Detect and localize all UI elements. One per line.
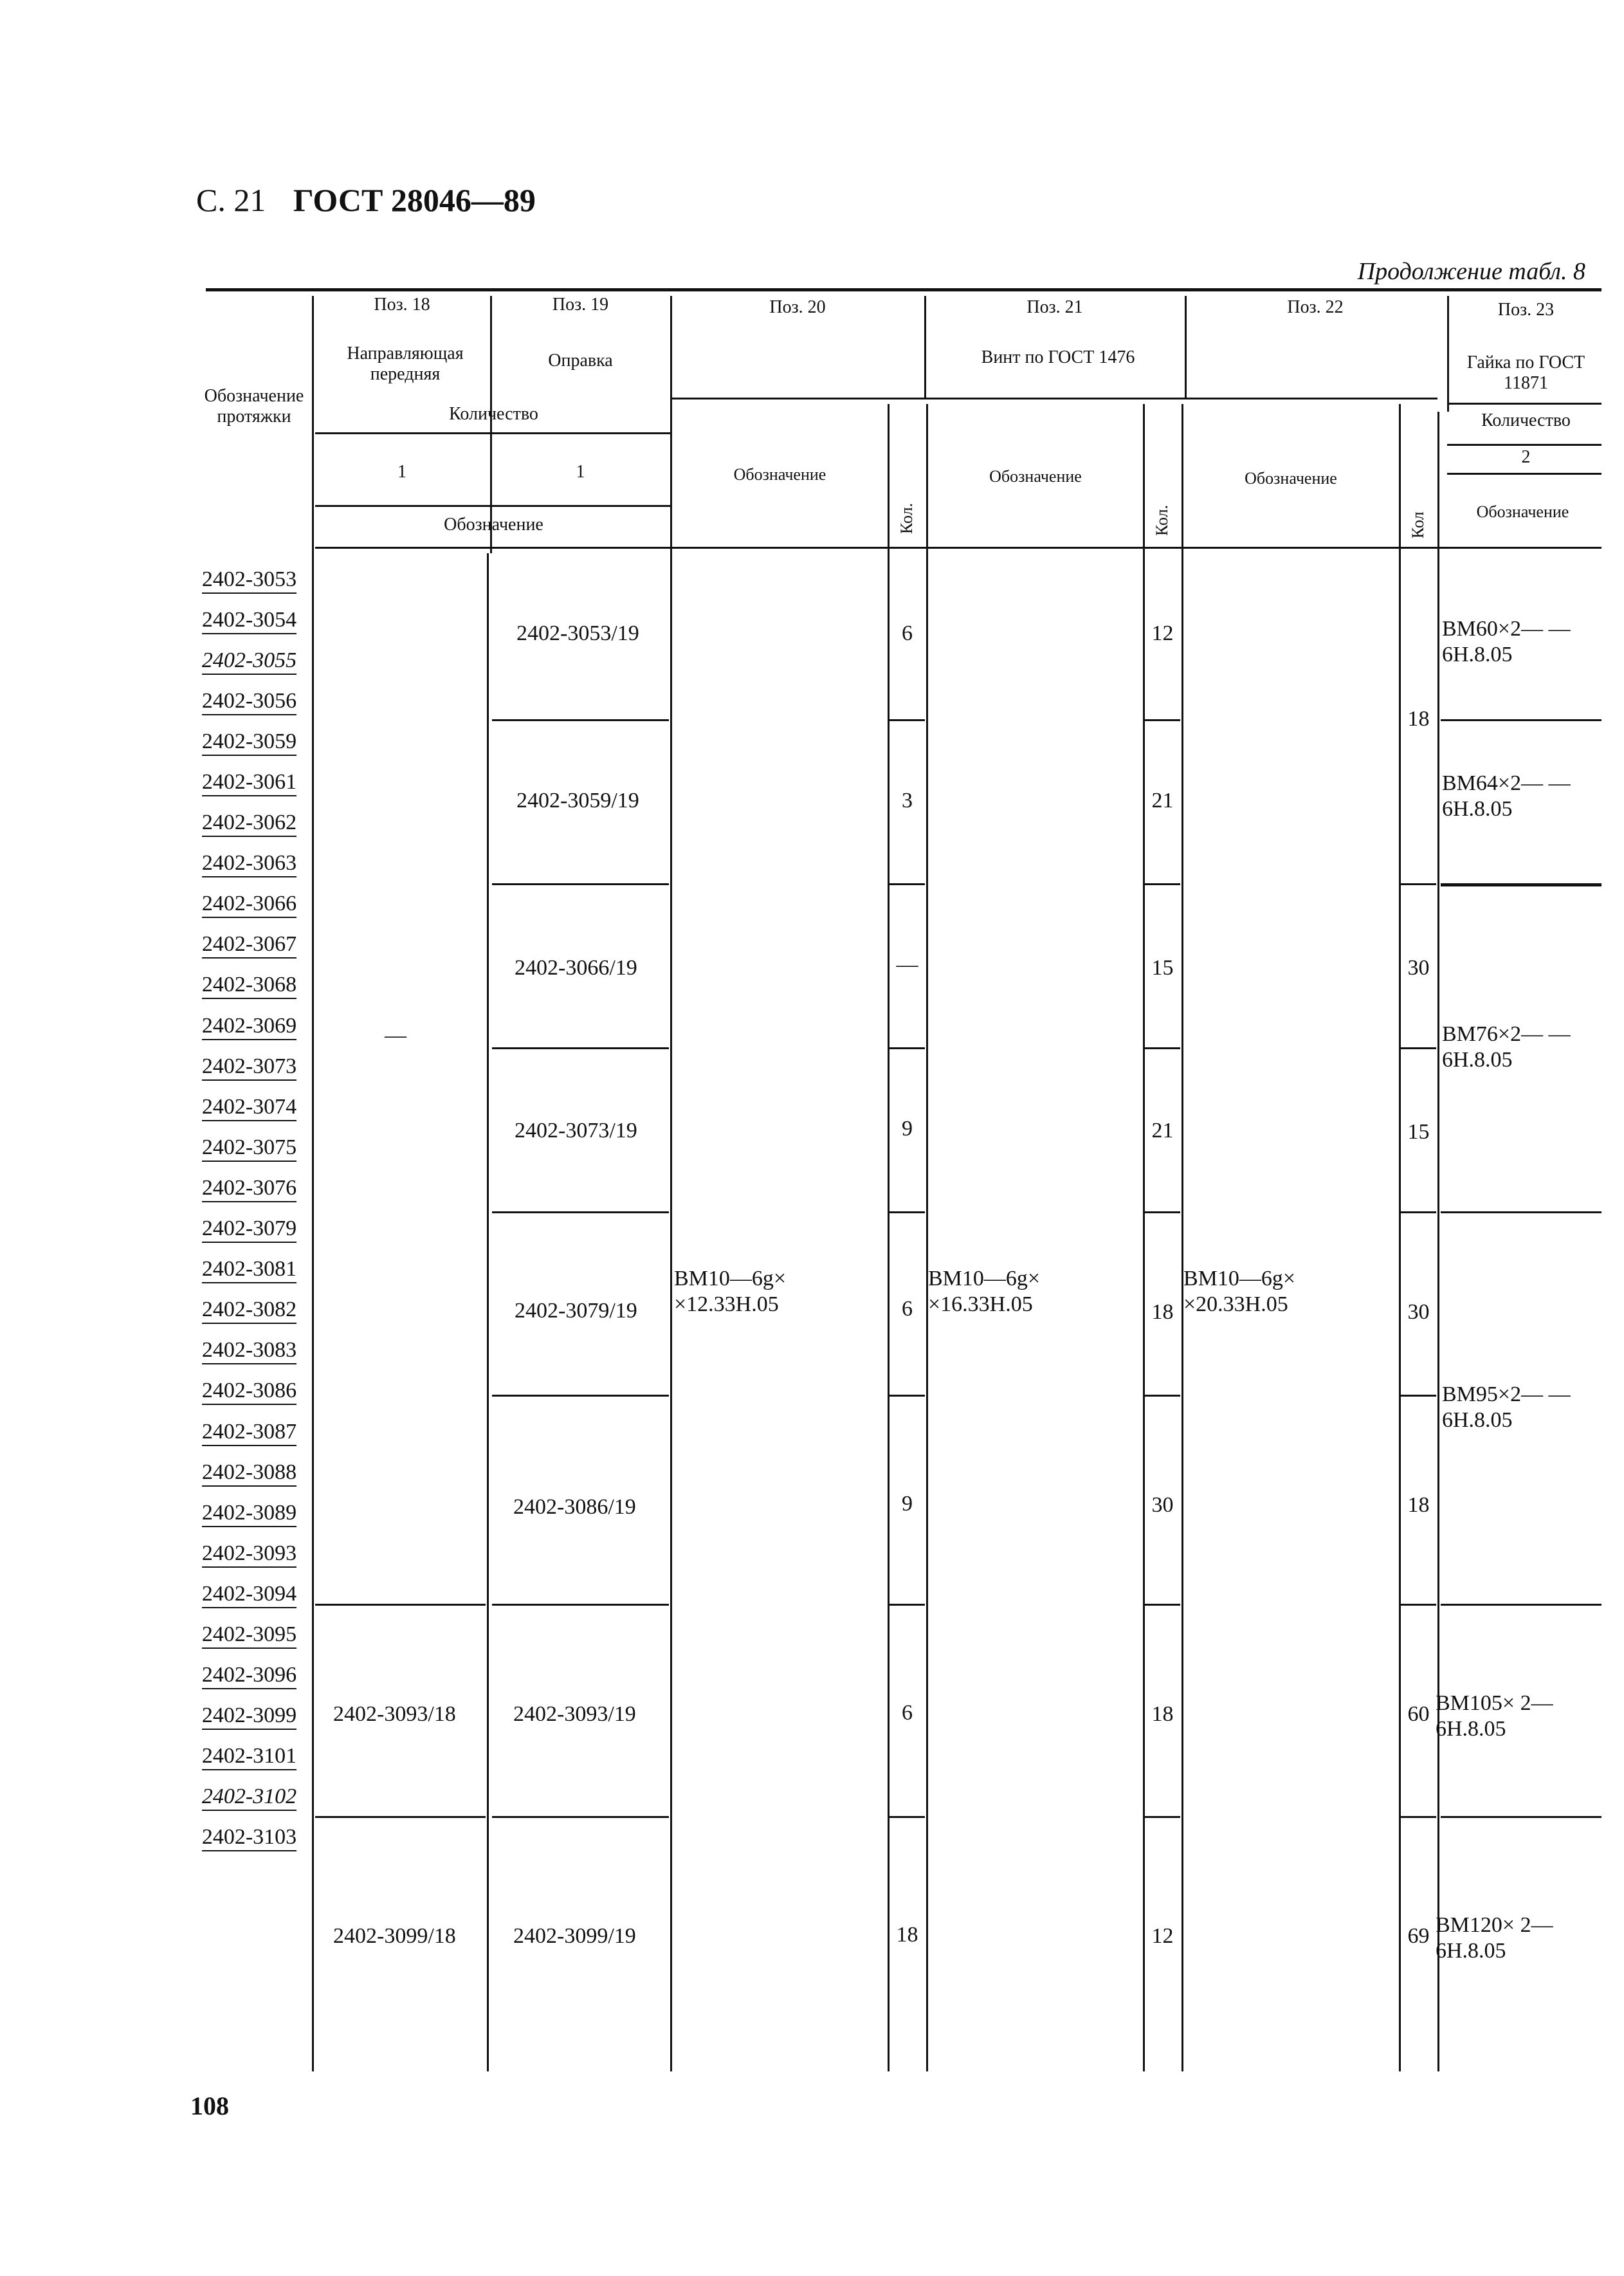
pos23-nut: ВМ105× 2—6Н.8.05 [1436,1691,1553,1741]
designation-value: 2402-3093 [202,1541,297,1568]
pos22-qty: 15 [1407,1120,1430,1144]
designation-value: 2402-3063 [202,850,297,877]
header-qty19: 1 [576,462,585,482]
pos20-qty: 6 [902,1701,913,1725]
designation-value: 2402-3086 [202,1378,297,1405]
designation-row [193,1493,306,1534]
header-qty23: 2 [1521,447,1531,467]
designation-row [193,1696,306,1737]
designation-row [193,1290,306,1331]
designation-value: 2402-3067 [202,932,297,959]
designation-value: 2402-3088 [202,1460,297,1487]
designation-row [193,1412,306,1453]
designation-value: 2402-3069 [202,1013,297,1040]
designation-row [193,966,306,1006]
pos18-guide-2: 2402-3099/18 [333,1924,456,1948]
pos23-nut: ВМ60×2— —6Н.8.05 [1442,617,1571,666]
designation-row [193,1128,306,1168]
designation-row [193,681,306,722]
designation-value: 2402-3083 [202,1337,297,1364]
designation-row [193,1615,306,1655]
pos21-designation: ВМ10—6g× ×16.33Н.05 [928,1267,1041,1316]
pos20-qty: 18 [896,1923,918,1947]
header-designation-20: Обозначение [733,465,826,484]
pos23-nut: ВМ64×2— —6Н.8.05 [1442,771,1571,821]
designation-value: 2402-3061 [202,769,297,796]
pos19-cell: 2402-3099/19 [513,1924,636,1948]
pos19-cell: 2402-3079/19 [515,1299,637,1323]
pos22-designation: ВМ10—6g× ×20.33Н.05 [1183,1267,1296,1316]
designation-value: 2402-3089 [202,1500,297,1527]
designation-value: 2402-3068 [202,972,297,999]
designation-row [193,1656,306,1696]
page-header [196,181,536,219]
designation-row [193,1168,306,1209]
pos21-qty: 21 [1151,789,1174,812]
designation-value: 2402-3075 [202,1135,297,1162]
designation-value: 2402-3082 [202,1297,297,1324]
designation-row [193,1453,306,1493]
designation-row [193,925,306,966]
header-quantity: Количество [449,404,538,424]
pos21-qty: 12 [1151,621,1174,645]
header-designation-21: Обозначение [989,467,1082,486]
designation-row [193,1574,306,1615]
designation-row [193,600,306,641]
pos21-qty: 18 [1151,1702,1174,1726]
header-qty-20: Кол. [897,502,916,534]
header-qty-22: Кол [1409,511,1427,538]
designation-row [193,1777,306,1818]
designation-value: 2402-3053 [202,567,297,594]
designation-row [193,722,306,762]
header-pos20: Поз. 20 [769,297,826,317]
designation-value: 2402-3073 [202,1054,297,1081]
designation-value: 2402-3095 [202,1622,297,1649]
header-designation: Обозначение протяжки [204,386,304,427]
pos20-qty: 6 [902,1297,913,1321]
pos23-nut: ВМ95×2— —6Н.8.05 [1442,1382,1571,1432]
designation-value: 2402-3062 [202,810,297,837]
designation-row [193,803,306,844]
pos18-dash: — [385,1023,406,1047]
designation-row [193,1209,306,1250]
header-designation-23: Обозначение [1476,502,1569,521]
header-quantity-23: Количество [1481,410,1571,430]
pos23-nut: ВМ120× 2—6Н.8.05 [1436,1913,1553,1963]
pos20-qty: — [896,953,918,977]
designation-row [193,1331,306,1372]
header-pos21: Поз. 21 [1026,297,1083,317]
designation-row [193,762,306,803]
designation-value: 2402-3066 [202,891,297,918]
designation-value: 2402-3079 [202,1216,297,1243]
pos21-qty: 30 [1151,1493,1174,1517]
designation-row [193,1818,306,1858]
pos20-qty: 3 [902,789,913,812]
pos21-qty: 15 [1151,956,1174,980]
designation-value: 2402-3096 [202,1662,297,1689]
designation-value: 2402-3056 [202,688,297,715]
pos20-qty: 9 [902,1492,913,1516]
standard-number: ГОСТ 28046—89 [293,182,536,218]
pos19-cell: 2402-3059/19 [516,789,639,812]
header-pos18: Поз. 18 [374,295,430,315]
designation-value: 2402-3087 [202,1419,297,1446]
header-pos23: Поз. 23 [1497,300,1555,320]
designation-row [193,1372,306,1412]
pos19-cell: 2402-3053/19 [516,621,639,645]
designation-value: 2402-3099 [202,1703,297,1730]
designation-row [193,1737,306,1777]
header-pos19: Поз. 19 [552,295,609,315]
designation-row [193,1047,306,1087]
header-pos22: Поз. 22 [1287,297,1344,317]
designation-value: 2402-3094 [202,1581,297,1608]
pos22-qty: 18 [1407,707,1430,731]
designation-row [193,885,306,925]
designation-value: 2402-3076 [202,1175,297,1202]
pos23-nut: ВМ76×2— —6Н.8.05 [1442,1022,1571,1072]
designation-row [193,1006,306,1047]
pos22-qty: 30 [1407,1300,1430,1324]
pos18-guide-1: 2402-3093/18 [333,1702,456,1726]
designation-value: 2402-3081 [202,1256,297,1283]
table-continuation: Продолжение табл. 8 [1357,258,1585,285]
designation-row [193,1250,306,1290]
pos19-cell: 2402-3093/19 [513,1702,636,1726]
designation-value: 2402-3074 [202,1094,297,1121]
header-qty18: 1 [397,462,406,482]
pos21-qty: 21 [1151,1119,1174,1143]
header-screw: Винт по ГОСТ 1476 [981,347,1135,367]
pos19-cell: 2402-3073/19 [515,1119,637,1143]
pos22-qty: 69 [1407,1924,1430,1948]
designation-value: 2402-3059 [202,729,297,756]
header-nut: Гайка по ГОСТ 11871 [1466,353,1585,393]
page-label: С. 21 [196,182,266,218]
designation-row [193,641,306,681]
pos22-qty: 30 [1407,956,1430,980]
designation-value: 2402-3103 [202,1824,297,1851]
designation-list [193,560,306,1858]
pos19-cell: 2402-3066/19 [515,956,637,980]
header-designation-18-19: Обозначение [444,515,543,535]
pos20-designation: ВМ10—6g× ×12.33Н.05 [674,1267,787,1316]
header-guide-front: Направляющая передняя [347,344,464,384]
designation-row [193,1534,306,1574]
pos22-qty: 60 [1407,1702,1430,1726]
header-qty-21: Кол. [1153,504,1171,536]
header-designation-22: Обозначение [1245,469,1337,488]
pos20-qty: 6 [902,621,913,645]
header-mandrel: Оправка [548,351,613,371]
pos20-qty: 9 [902,1117,913,1141]
designation-row [193,844,306,885]
pos19-cell: 2402-3086/19 [513,1495,636,1519]
designation-value: 2402-3102 [202,1784,297,1811]
designation-value: 2402-3055 [202,648,297,675]
designation-row [193,560,306,600]
pos21-qty: 12 [1151,1924,1174,1948]
designation-value: 2402-3054 [202,607,297,634]
page-number: 108 [190,2091,229,2120]
designation-value: 2402-3101 [202,1743,297,1770]
designation-row [193,1087,306,1128]
pos22-qty: 18 [1407,1493,1430,1517]
pos21-qty: 18 [1151,1300,1174,1324]
